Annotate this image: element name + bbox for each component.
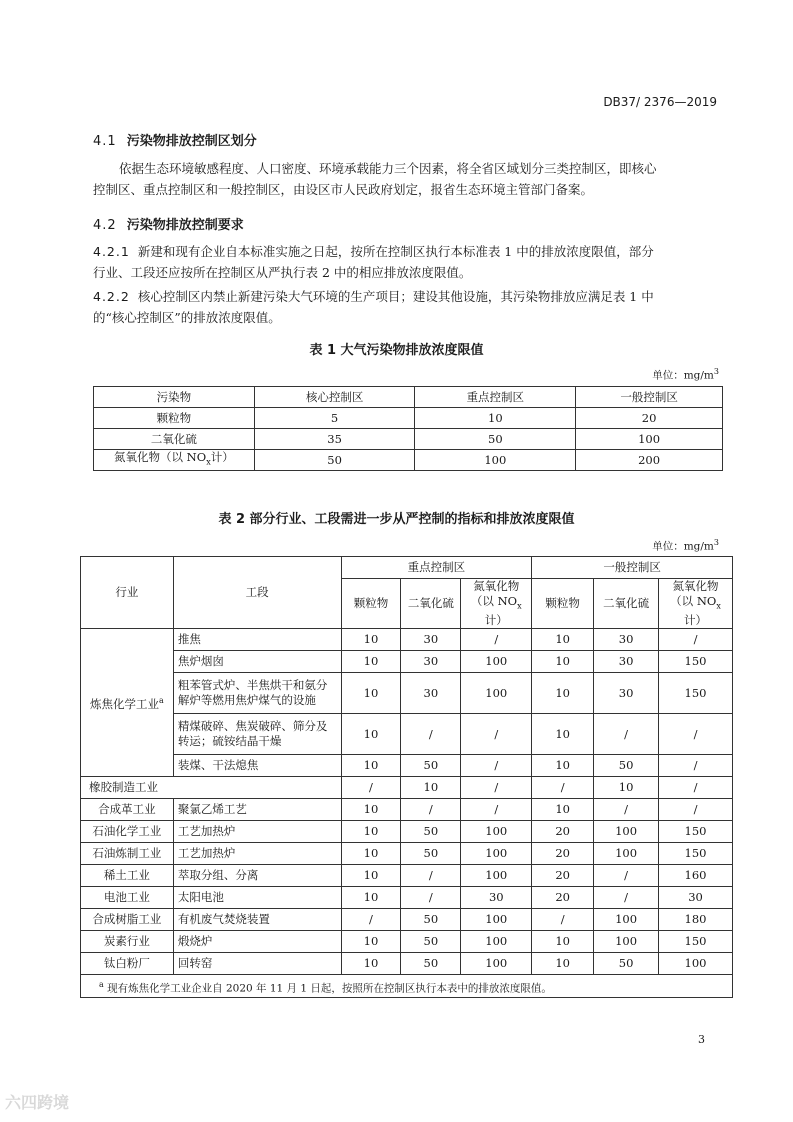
value-cell: / xyxy=(659,755,733,777)
table-row xyxy=(81,843,733,865)
header-pm: 颗粒物 xyxy=(341,579,401,629)
value-cell: / xyxy=(594,714,659,755)
section-cell: 工艺加热炉 xyxy=(173,843,341,865)
value-cell: 30 xyxy=(594,651,659,673)
value-cell: 150 xyxy=(659,931,733,953)
table-row xyxy=(81,931,733,953)
section-cell: 焦炉烟囱 xyxy=(173,651,341,673)
value-cell: 150 xyxy=(659,673,733,714)
value-cell: 150 xyxy=(659,651,733,673)
value-cell: 10 xyxy=(401,777,461,799)
value-cell: 10 xyxy=(341,865,401,887)
standard-number: DB37/ 2376—2019 xyxy=(603,95,717,109)
value-cell: 50 xyxy=(415,429,576,450)
table-row xyxy=(81,673,733,714)
watermark: 六四跨境 xyxy=(5,1093,70,1112)
section-4-1-paragraph: 依据生态环境敏感程度、人口密度、环境承载能力三个因素，将全省区域划分三类控制区，即核心 控制区、重点控制区和一般控制区，由设区市人民政府划定，报省生态环境主管部门备案。 xyxy=(93,161,657,197)
table-1-header-cell: 一般控制区 xyxy=(576,387,723,408)
value-cell: / xyxy=(461,714,532,755)
value-cell: 10 xyxy=(341,931,401,953)
header-key-zone: 重点控制区 xyxy=(341,557,532,579)
industry-cell: 合成革工业 xyxy=(81,799,174,821)
value-cell: 100 xyxy=(461,843,532,865)
value-cell: 10 xyxy=(532,953,594,975)
header-nox: 氮氧化物 （以 $NO_x$计） xyxy=(659,579,733,629)
value-cell: 100 xyxy=(576,429,723,450)
value-cell: 35 xyxy=(254,429,415,450)
table-row xyxy=(81,755,733,777)
value-cell: 100 xyxy=(461,673,532,714)
value-cell: / xyxy=(461,755,532,777)
table-row xyxy=(81,821,733,843)
table-1-header-row xyxy=(94,387,723,408)
industry-cell: 电池工业 xyxy=(81,887,174,909)
value-cell: 100 xyxy=(461,865,532,887)
header-so2: 二氧化硫 xyxy=(401,579,461,629)
table-footnote: $^a$ 现有炼焦化学工业企业自 2020 年 11 月 1 日起，按照所在控制区执行本表中的排放浓度限值。 xyxy=(81,975,733,998)
industry-cell: 橡胶制造工业 xyxy=(81,777,342,799)
value-cell: 30 xyxy=(594,629,659,651)
header-pm: 颗粒物 xyxy=(532,579,594,629)
value-cell: / xyxy=(401,799,461,821)
table-2 xyxy=(80,556,733,998)
table-row xyxy=(81,799,733,821)
value-cell: 20 xyxy=(532,865,594,887)
value-cell: 100 xyxy=(461,931,532,953)
value-cell: / xyxy=(341,777,401,799)
section-4-2-heading: 4.2 污染物排放控制要求 xyxy=(93,218,244,233)
section-cell: 装煤、干法熄焦 xyxy=(173,755,341,777)
value-cell: 10 xyxy=(532,651,594,673)
section-cell: 工艺加热炉 xyxy=(173,821,341,843)
value-cell: 10 xyxy=(341,714,401,755)
industry-cell: 炭素行业 xyxy=(81,931,174,953)
value-cell: / xyxy=(461,629,532,651)
industry-cell: 钛白粉厂 xyxy=(81,953,174,975)
value-cell: / xyxy=(401,887,461,909)
pollutant-cell: 颗粒物 xyxy=(94,408,255,429)
value-cell: 20 xyxy=(532,887,594,909)
table-row xyxy=(81,777,733,799)
table-row xyxy=(81,651,733,673)
value-cell: 50 xyxy=(594,755,659,777)
value-cell: / xyxy=(594,799,659,821)
value-cell: 10 xyxy=(341,673,401,714)
table-1-header-cell: 污染物 xyxy=(94,387,255,408)
table-row xyxy=(94,429,723,450)
value-cell: 10 xyxy=(341,799,401,821)
value-cell: / xyxy=(532,909,594,931)
value-cell: 10 xyxy=(415,408,576,429)
industry-cell: 炼焦化学工业$^a$ xyxy=(81,629,174,777)
industry-cell: 合成树脂工业 xyxy=(81,909,174,931)
header-so2: 二氧化硫 xyxy=(594,579,659,629)
value-cell: 100 xyxy=(461,909,532,931)
table-row xyxy=(81,909,733,931)
value-cell: / xyxy=(341,909,401,931)
value-cell: 10 xyxy=(341,821,401,843)
value-cell: 30 xyxy=(401,651,461,673)
table-1-header-cell: 核心控制区 xyxy=(254,387,415,408)
value-cell: / xyxy=(659,714,733,755)
section-cell: 粗苯管式炉、半焦烘干和氨分解炉等燃用焦炉煤气的设施 xyxy=(173,673,341,714)
value-cell: 10 xyxy=(532,755,594,777)
value-cell: / xyxy=(401,714,461,755)
value-cell: 30 xyxy=(461,887,532,909)
table-2-header-row xyxy=(81,557,733,579)
value-cell: 20 xyxy=(532,843,594,865)
value-cell: 180 xyxy=(659,909,733,931)
value-cell: 10 xyxy=(532,629,594,651)
value-cell: 50 xyxy=(401,843,461,865)
table-row xyxy=(94,450,723,471)
value-cell: 10 xyxy=(594,777,659,799)
value-cell: 50 xyxy=(401,931,461,953)
value-cell: / xyxy=(461,777,532,799)
value-cell: 10 xyxy=(341,887,401,909)
clause-4-2-1: 4.2.1 新建和现有企业自本标准实施之日起，按所在控制区执行本标准表 1 中的排放浓度限值，部分 行业、工段还应按所在控制区从严执行表 2 中的相应排放浓度限值。 xyxy=(93,244,654,280)
table-row xyxy=(81,629,733,651)
header-general-zone: 一般控制区 xyxy=(532,557,733,579)
value-cell: 10 xyxy=(532,799,594,821)
value-cell: 100 xyxy=(594,909,659,931)
value-cell: 10 xyxy=(532,714,594,755)
value-cell: 100 xyxy=(461,821,532,843)
table-1-title: 表 1 大气污染物排放浓度限值 xyxy=(309,343,484,358)
table-row xyxy=(81,953,733,975)
value-cell: / xyxy=(594,865,659,887)
table-row xyxy=(81,714,733,755)
value-cell: 50 xyxy=(401,755,461,777)
section-cell: 有机废气焚烧装置 xyxy=(173,909,341,931)
value-cell: 10 xyxy=(341,755,401,777)
value-cell: 20 xyxy=(532,821,594,843)
table-row xyxy=(94,408,723,429)
value-cell: 5 xyxy=(254,408,415,429)
section-cell: 推焦 xyxy=(173,629,341,651)
table-2-title: 表 2 部分行业、工段需进一步从严控制的指标和排放浓度限值 xyxy=(218,512,575,527)
value-cell: 100 xyxy=(415,450,576,471)
value-cell: 10 xyxy=(341,629,401,651)
industry-cell: 石油炼制工业 xyxy=(81,843,174,865)
industry-cell: 石油化学工业 xyxy=(81,821,174,843)
table-1 xyxy=(93,386,723,471)
header-industry: 行业 xyxy=(81,557,174,629)
value-cell: 100 xyxy=(594,843,659,865)
section-cell: 萃取分组、分离 xyxy=(173,865,341,887)
table-1-unit: 单位：$mg/m^3$ xyxy=(652,367,719,382)
value-cell: 100 xyxy=(659,953,733,975)
page-number: 3 xyxy=(698,1033,705,1046)
value-cell: 10 xyxy=(341,651,401,673)
value-cell: 10 xyxy=(532,931,594,953)
value-cell: 30 xyxy=(401,629,461,651)
value-cell: 10 xyxy=(341,843,401,865)
value-cell: 100 xyxy=(461,651,532,673)
table-1-header-cell: 重点控制区 xyxy=(415,387,576,408)
section-cell: 太阳电池 xyxy=(173,887,341,909)
section-cell: 聚氯乙烯工艺 xyxy=(173,799,341,821)
table-footnote-row xyxy=(81,975,733,998)
industry-cell: 稀土工业 xyxy=(81,865,174,887)
value-cell: 150 xyxy=(659,843,733,865)
value-cell: 150 xyxy=(659,821,733,843)
section-cell: 回转窑 xyxy=(173,953,341,975)
value-cell: / xyxy=(659,629,733,651)
section-cell: 精煤破碎、焦炭破碎、筛分及转运；硫铵结晶干燥 xyxy=(173,714,341,755)
value-cell: 50 xyxy=(401,909,461,931)
clause-4-2-2: 4.2.2 核心控制区内禁止新建污染大气环境的生产项目；建设其他设施，其污染物排放应满足表 1 中 的“核心控制区”的排放浓度限值。 xyxy=(93,289,654,325)
value-cell: 50 xyxy=(594,953,659,975)
value-cell: 50 xyxy=(401,953,461,975)
value-cell: 30 xyxy=(401,673,461,714)
value-cell: 50 xyxy=(254,450,415,471)
value-cell: 30 xyxy=(594,673,659,714)
value-cell: 100 xyxy=(594,821,659,843)
value-cell: / xyxy=(594,887,659,909)
header-section: 工段 xyxy=(173,557,341,629)
value-cell: / xyxy=(659,799,733,821)
pollutant-cell: 二氧化硫 xyxy=(94,429,255,450)
value-cell: 200 xyxy=(576,450,723,471)
value-cell: / xyxy=(401,865,461,887)
value-cell: 20 xyxy=(576,408,723,429)
table-row xyxy=(81,865,733,887)
header-nox: 氮氧化物 （以 $NO_x$计） xyxy=(461,579,532,629)
value-cell: / xyxy=(532,777,594,799)
section-4-1-heading: 4.1 污染物排放控制区划分 xyxy=(93,134,257,149)
pollutant-cell: 氮氧化物（以 $NO_x$计） xyxy=(94,450,255,471)
section-cell: 煅烧炉 xyxy=(173,931,341,953)
value-cell: 50 xyxy=(401,821,461,843)
table-row xyxy=(81,887,733,909)
value-cell: 10 xyxy=(341,953,401,975)
value-cell: 10 xyxy=(532,673,594,714)
value-cell: 100 xyxy=(594,931,659,953)
table-2-unit: 单位：$mg/m^3$ xyxy=(652,538,719,553)
value-cell: / xyxy=(461,799,532,821)
value-cell: 160 xyxy=(659,865,733,887)
value-cell: 30 xyxy=(659,887,733,909)
value-cell: 100 xyxy=(461,953,532,975)
value-cell: / xyxy=(659,777,733,799)
